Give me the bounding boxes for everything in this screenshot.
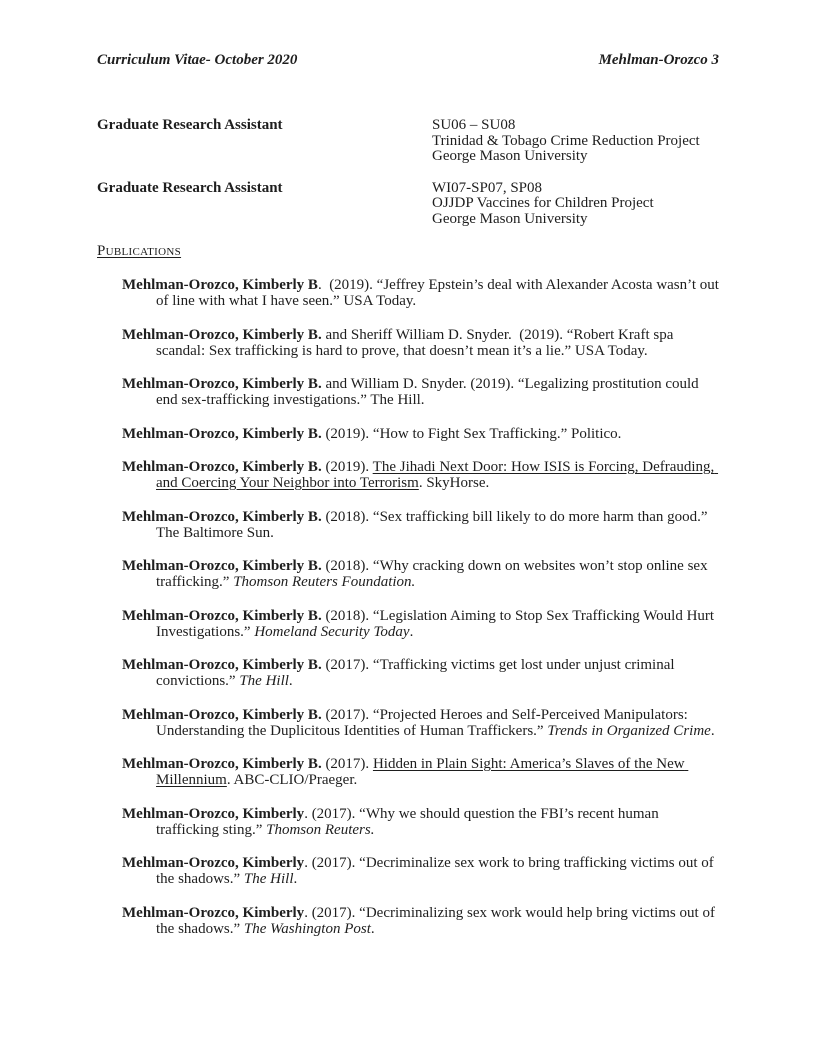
citation-text: (2017). — [321, 756, 373, 772]
position-row — [97, 118, 719, 165]
publication-entry — [122, 905, 719, 937]
citation-text: . SkyHorse. — [418, 475, 490, 491]
author-name: Mehlman-Orozco, Kimberly B. — [122, 706, 322, 723]
citation-text: . — [409, 623, 414, 640]
author-name: Mehlman-Orozco, Kimberly B. — [122, 459, 322, 475]
venue-name: Homeland Security Today — [254, 623, 410, 640]
citation-text: . — [293, 871, 298, 887]
position-row — [97, 181, 719, 228]
author-name: Mehlman-Orozco, Kimberly B. — [122, 508, 322, 525]
author-name: Mehlman-Orozco, Kimberly B. — [122, 326, 322, 343]
publications-heading — [97, 243, 719, 259]
publication-entry — [122, 756, 719, 788]
publication-entry — [122, 855, 719, 887]
venue-name: Thomson Reuters Foundation. — [233, 574, 416, 590]
publication-entry — [122, 558, 719, 590]
book-title: Hidden in Plain Sight: America’s Slaves of the New Millennium — [156, 756, 689, 788]
position-dates: WI07-SP07, SP08 — [432, 179, 543, 196]
citation-text: (2017). “Trafficking victims get lost under unjust criminal convictions.” — [156, 657, 679, 689]
venue-name: The Washington Post — [243, 920, 371, 937]
position-details — [432, 181, 654, 228]
author-name: Mehlman-Orozco, Kimberly — [122, 904, 305, 921]
citation-text: (2018). “Why cracking down on websites won’t stop online sex trafficking.” — [156, 558, 712, 590]
author-name: Mehlman-Orozco, Kimberly — [122, 805, 305, 822]
citation-text: . (2017). “Decriminalizing sex work would help bring victims out of the shadows.” — [156, 904, 719, 937]
publications-heading-text: Publications — [97, 243, 182, 259]
publication-entry — [122, 806, 719, 838]
venue-name: The Hill — [239, 673, 289, 689]
author-name: Mehlman-Orozco, Kimberly B. — [122, 376, 322, 392]
publication-entry — [122, 327, 719, 359]
author-name: Mehlman-Orozco, Kimberly B. — [122, 558, 322, 574]
position-dates: SU06 – SU08 — [432, 117, 516, 133]
citation-text: . — [370, 920, 375, 937]
citation-text: . ABC-CLIO/Praeger. — [226, 772, 358, 788]
citation-text: (2019). — [321, 459, 373, 475]
position-institution: George Mason University — [432, 210, 588, 227]
venue-name: Thomson Reuters. — [266, 821, 375, 838]
citation-text: (2018). “Legislation Aiming to Stop Sex Trafficking Would Hurt Investigations.” — [156, 607, 718, 640]
publication-entry — [122, 376, 719, 408]
venue-name: Trends in Organized Crime — [547, 722, 711, 739]
position-title: Graduate Research Assistant — [97, 117, 283, 133]
publication-entry — [122, 509, 719, 541]
publication-entry — [122, 459, 719, 491]
position-details — [432, 118, 700, 165]
citation-text: (2019). “How to Fight Sex Trafficking.” Politico. — [321, 425, 622, 442]
citation-text: (2018). “Sex trafficking bill likely to do more harm than good.” The Baltimore Sun. — [156, 508, 712, 541]
author-name: Mehlman-Orozco, Kimberly B — [122, 277, 318, 293]
position-institution: George Mason University — [432, 148, 588, 164]
publication-entry — [122, 277, 723, 309]
publication-entry — [122, 426, 719, 442]
citation-text: and William D. Snyder. (2019). “Legalizing prostitution could end sex-trafficking investigations.” The Hill. — [156, 376, 703, 408]
author-name: Mehlman-Orozco, Kimberly B. — [122, 756, 322, 772]
citation-text: and Sheriff William D. Snyder. (2019). “Robert Kraft spa scandal: Sex trafficking is hard to prove, that doesn’t mean it’s a lie.” USA Today. — [156, 326, 678, 359]
running-header — [97, 52, 719, 69]
citation-text: . — [288, 673, 293, 689]
positions-list — [97, 118, 719, 227]
book-title: The Jihadi Next Door: How ISIS is Forcing, Defrauding, and Coercing Your Neighbor into Terrorism — [156, 459, 719, 491]
citation-text: . (2019). “Jeffrey Epstein’s deal with Alexander Acosta wasn’t out of line with what I have seen.” USA Today. — [156, 277, 723, 309]
publications-list — [122, 277, 723, 937]
publication-entry — [122, 608, 719, 640]
citation-text: (2017). “Projected Heroes and Self-Perceived Manipulators: Understanding the Duplicitous Identities of Human Traffickers.” — [156, 706, 692, 739]
position-project: Trinidad & Tobago Crime Reduction Project — [432, 132, 700, 149]
position-project: OJJDP Vaccines for Children Project — [432, 195, 654, 211]
publication-entry — [122, 707, 719, 739]
author-name: Mehlman-Orozco, Kimberly B. — [122, 657, 322, 673]
citation-text: . — [710, 722, 715, 739]
header-document-title: Curriculum Vitae- October 2020 — [97, 52, 298, 68]
author-name: Mehlman-Orozco, Kimberly B. — [122, 425, 322, 442]
venue-name: The Hill — [243, 871, 294, 887]
author-name: Mehlman-Orozco, Kimberly B. — [122, 607, 322, 624]
header-page-number: Mehlman-Orozco 3 — [598, 52, 719, 68]
citation-text: . (2017). “Decriminalize sex work to bring trafficking victims out of the shadows.” — [156, 855, 718, 887]
author-name: Mehlman-Orozco, Kimberly — [122, 855, 305, 871]
publication-entry — [122, 657, 719, 689]
citation-text: . (2017). “Why we should question the FBI’s recent human trafficking sting.” — [156, 805, 663, 838]
position-title: Graduate Research Assistant — [97, 179, 283, 196]
